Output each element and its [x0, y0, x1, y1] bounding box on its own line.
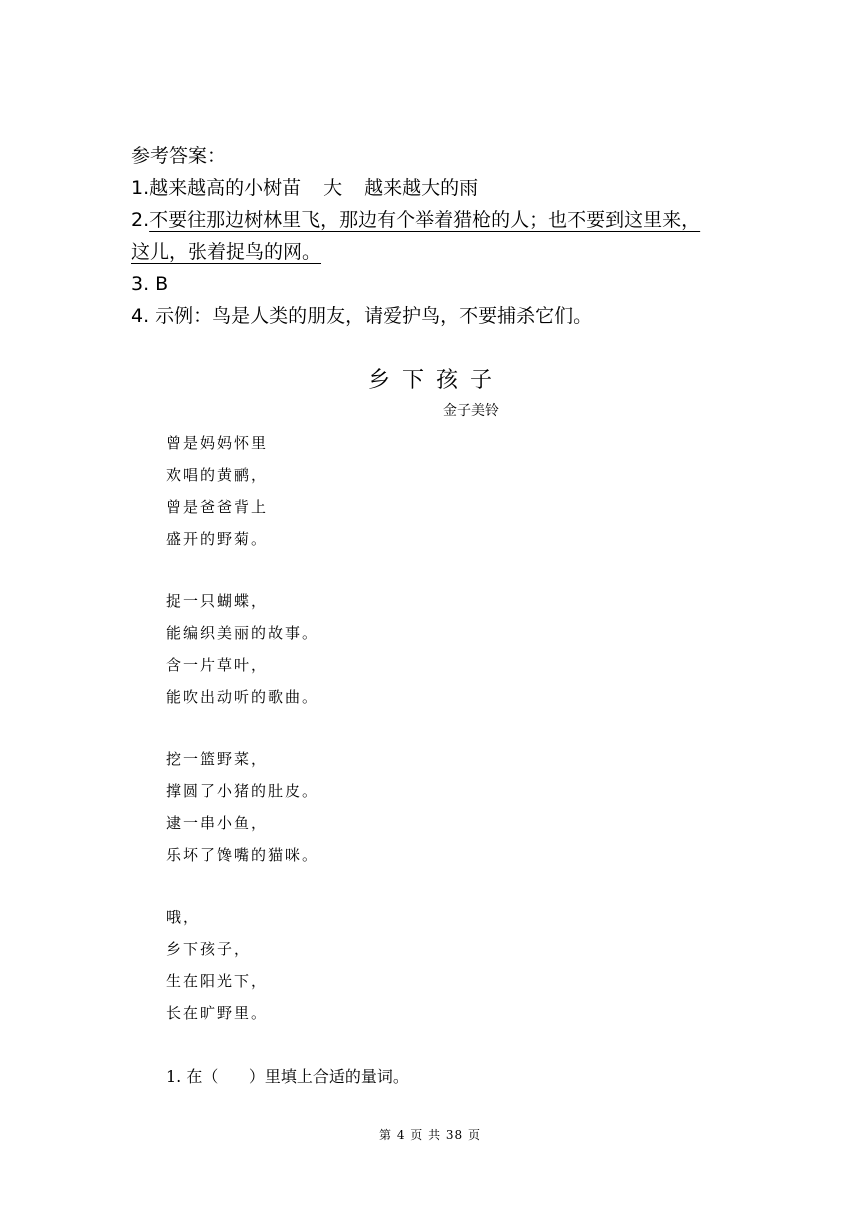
answer-2-line2: [131, 236, 751, 268]
answer-2-line1: [131, 204, 751, 236]
stanza-gap: [166, 555, 319, 585]
poem-line: 欢唱的黄鹂，: [166, 466, 269, 484]
stanza-gap: [166, 713, 319, 743]
poem-line: 能编织美丽的故事。: [166, 624, 320, 642]
poem-line: 逮一串小鱼，: [166, 814, 269, 832]
poem-line: 曾是爸爸背上: [166, 498, 269, 516]
poem-line: 盛开的野菊。: [166, 530, 269, 548]
poem-title: 乡下孩子: [367, 368, 504, 393]
poem-line: 生在阳光下，: [166, 972, 269, 990]
poem-line: 撑圆了小猪的肚皮。: [166, 782, 320, 800]
question-1: 1. 在（ ）里填上合适的量词。: [166, 1067, 409, 1086]
poem-line: 能吹出动听的歌曲。: [166, 688, 320, 706]
poem-line: 挖一篮野菜，: [166, 750, 269, 768]
answer-section: [131, 140, 751, 332]
answer-1-part3: 越来越大的雨: [364, 177, 479, 199]
poem-author: 金子美铃: [443, 403, 499, 419]
answer-1-part1: 越来越高的小树苗: [149, 177, 302, 199]
answer-1-number: 1.: [131, 177, 150, 199]
poem-line: 乐坏了馋嘴的猫咪。: [166, 846, 320, 864]
poem-line: 含一片草叶，: [166, 656, 269, 674]
answer-2-number: 2.: [131, 209, 150, 231]
poem-line: 曾是妈妈怀里: [166, 434, 269, 452]
answer-2-text-line1: 不要往那边树林里飞，那边有个举着猎枪的人；也不要到这里来，: [149, 209, 701, 231]
answer-heading: 参考答案：: [131, 145, 227, 167]
answer-1: [131, 172, 751, 204]
poem-line: 长在旷野里。: [166, 1004, 269, 1022]
poem-line: 捉一只蝴蝶，: [166, 592, 269, 610]
answer-1-part2: 大: [323, 177, 343, 199]
answer-3: 3. B: [131, 273, 169, 295]
answer-2-text-line2: 这儿，张着捉鸟的网。: [131, 241, 322, 263]
poem-line: 乡下孩子，: [166, 940, 252, 958]
page-footer: 第 4 页 共 38 页: [379, 1128, 481, 1142]
answer-4: 4. 示例：鸟是人类的朋友，请爱护鸟，不要捕杀它们。: [131, 305, 593, 327]
stanza-gap: [166, 871, 319, 901]
poem-body: [166, 427, 319, 1029]
poem-line: 哦，: [166, 908, 201, 926]
